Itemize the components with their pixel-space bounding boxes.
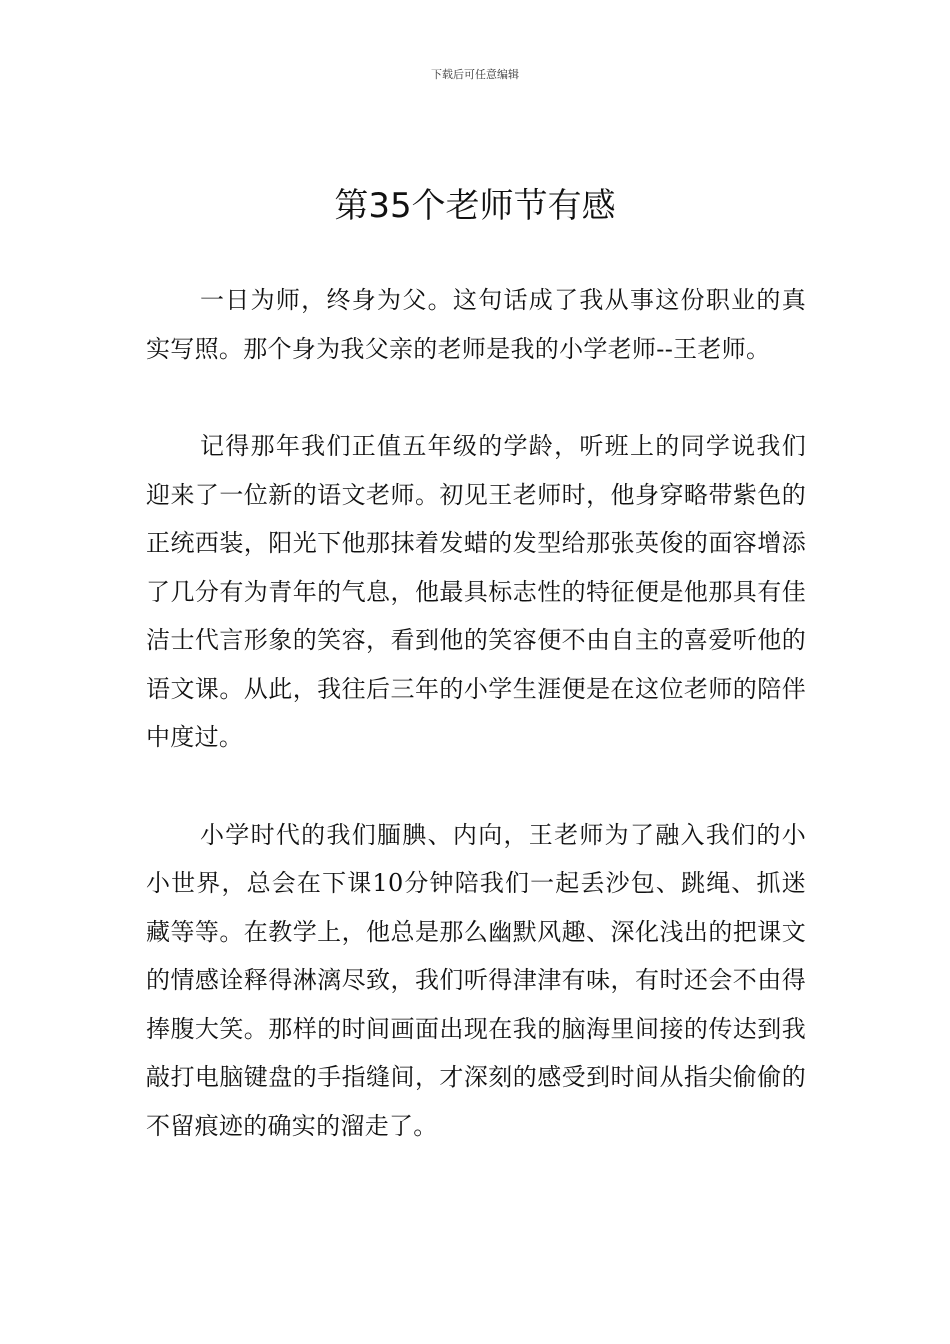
paragraph-1: 一日为师，终身为父。这句话成了我从事这份职业的真实写照。那个身为我父亲的老师是我的小学老师--王老师。 xyxy=(146,286,806,363)
paragraph-3: 小学时代的我们腼腆、内向，王老师为了融入我们的小小世界，总会在下课10分钟陪我们一起丢沙包、跳绳、抓迷藏等等。在教学上，他总是那么幽默风趣、深化浅出的把课文的情感诠释得淋漓尽致，我们听得津津有味，有时还会不由得捧腹大笑。那样的时间画面出现在我的脑海里间接的传达到我敲打电脑键盘的手指缝间，才深刻的感受到时间从指尖偷偷的不留痕迹的确实的溜走了。 xyxy=(146,820,806,1140)
document-body xyxy=(146,276,806,1150)
header-note: 下载后可任意编辑 xyxy=(431,68,519,81)
paragraph-2: 记得那年我们正值五年级的学龄，听班上的同学说我们迎来了一位新的语文老师。初见王老师时，他身穿略带紫色的正统西装，阳光下他那抹着发蜡的发型给那张英俊的面容增添了几分有为青年的气息，他最具标志性的特征便是他那具有佳洁士代言形象的笑容，看到他的笑容便不由自主的喜爱听他的语文课。从此，我往后三年的小学生涯便是在这位老师的陪伴中度过。 xyxy=(146,432,806,751)
document-title: 第35个老师节有感 xyxy=(334,186,616,226)
